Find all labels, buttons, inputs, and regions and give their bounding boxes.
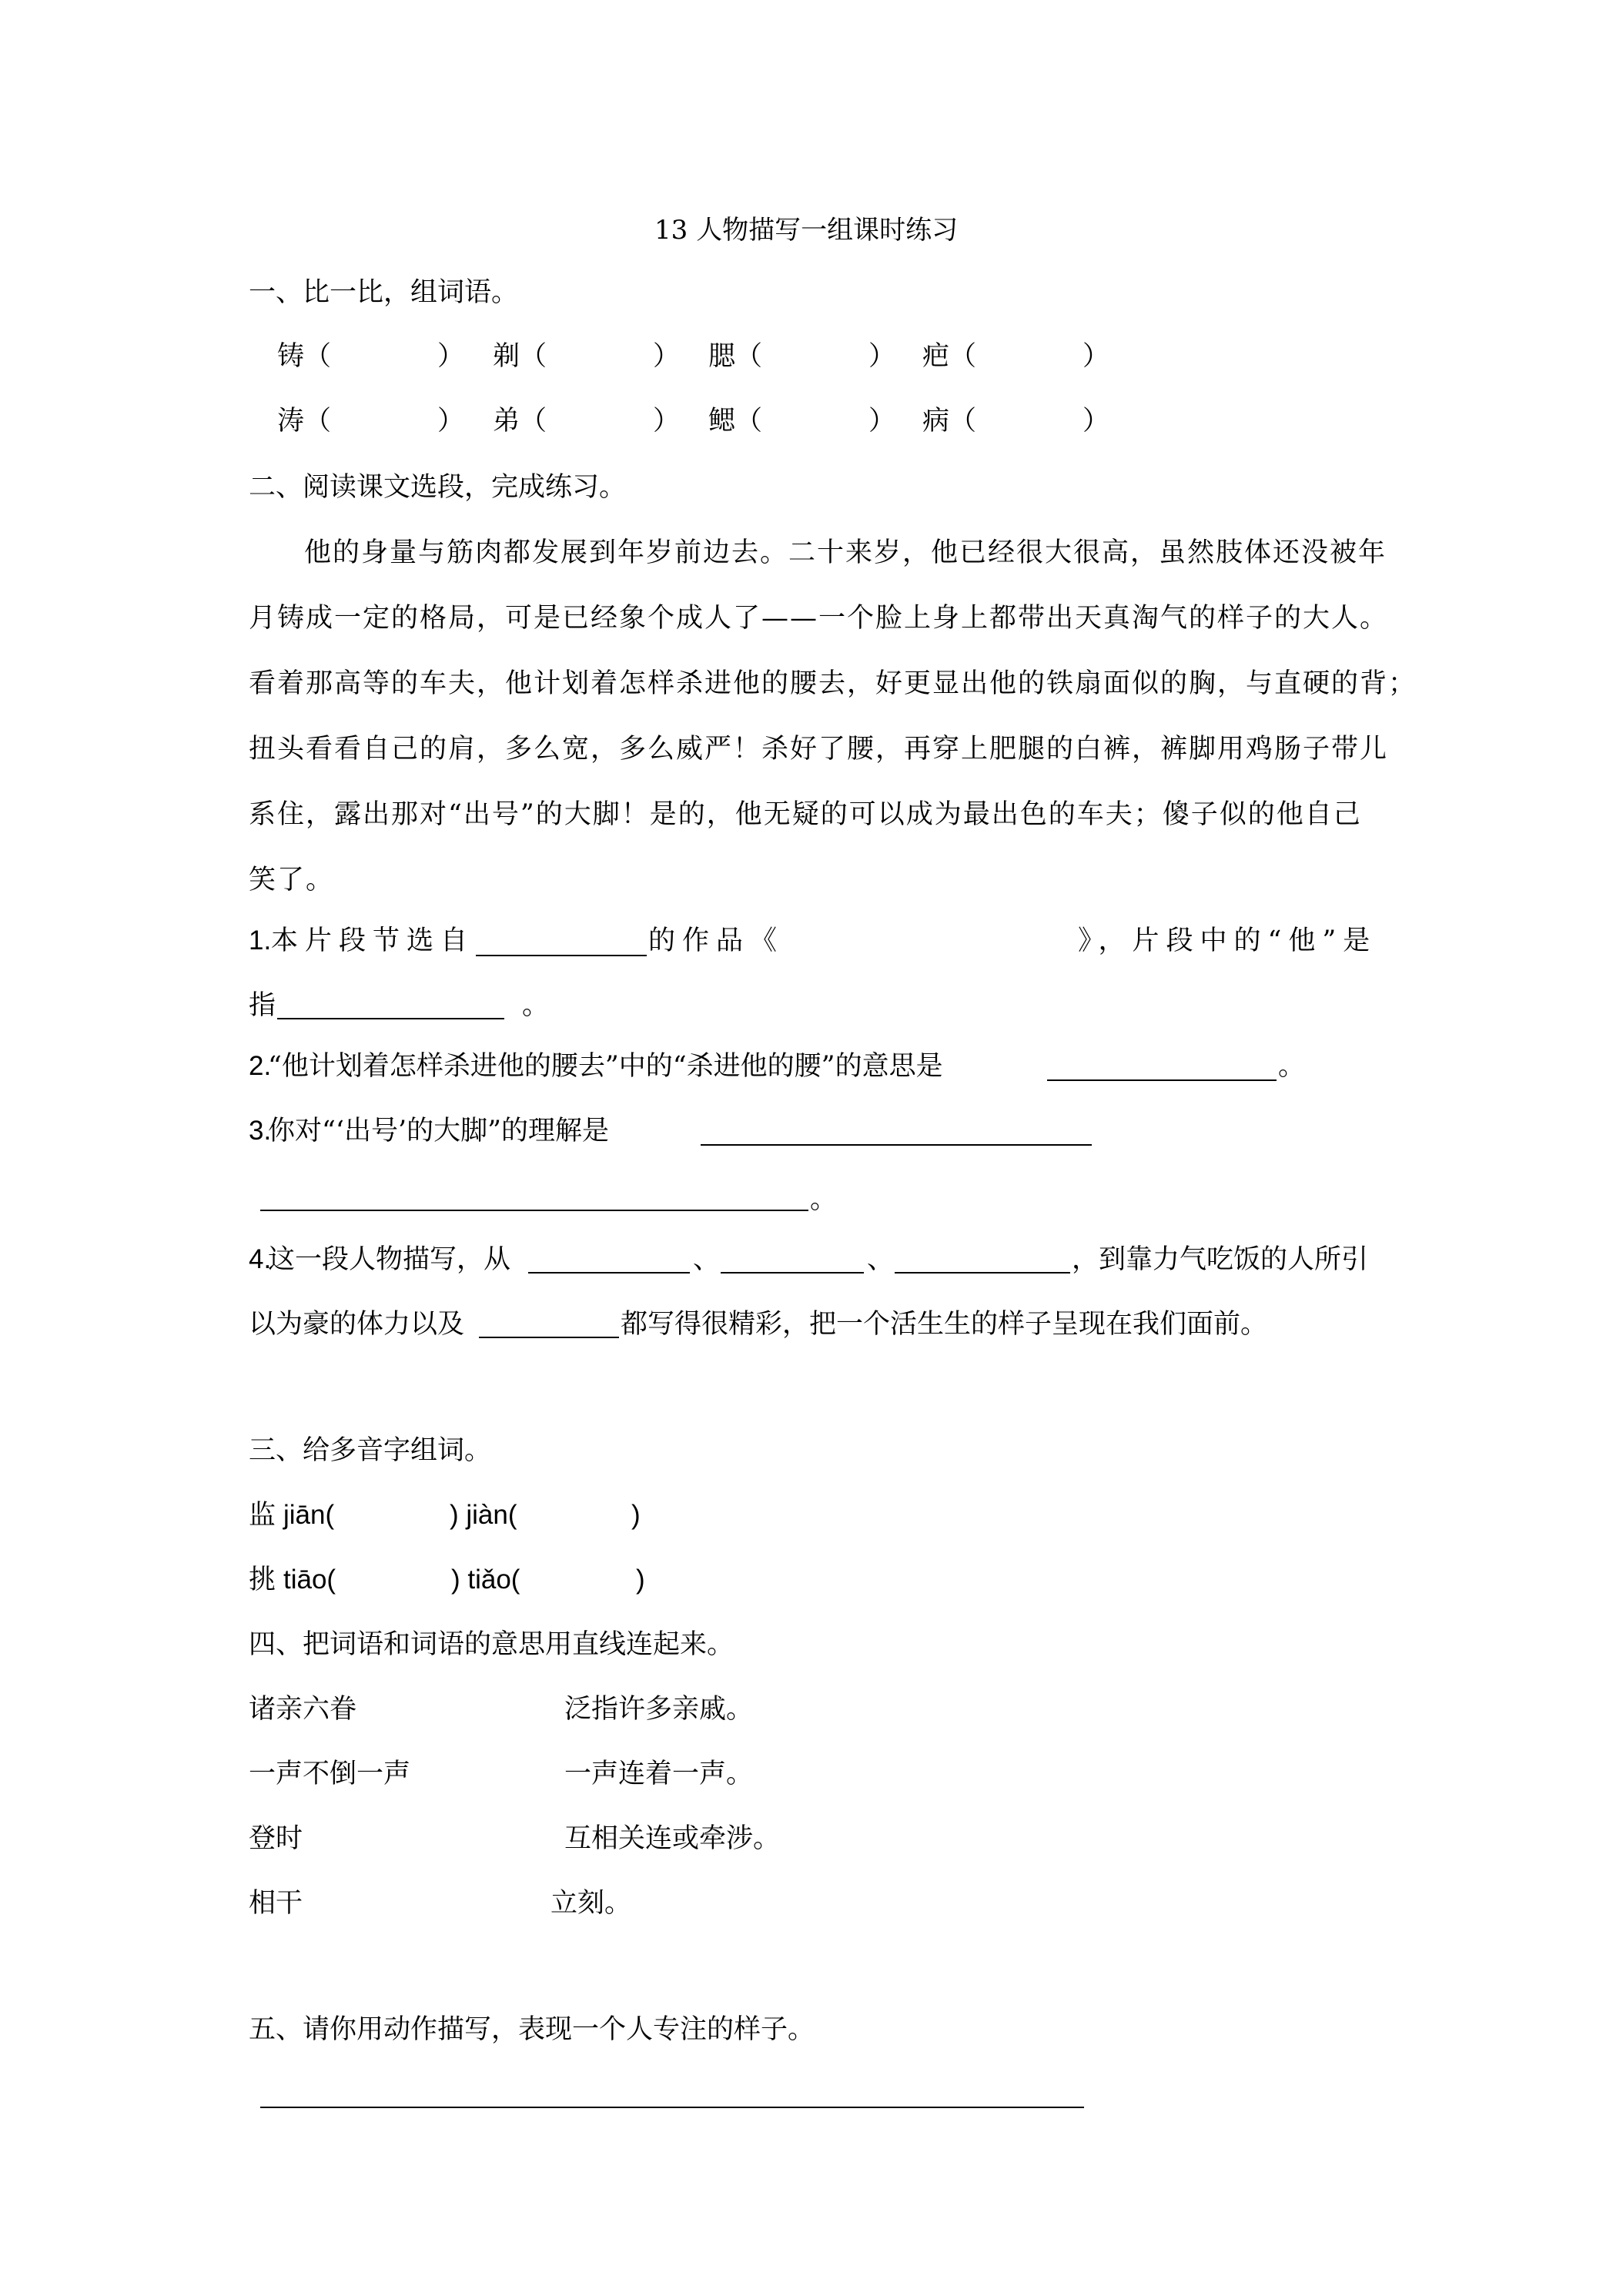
paren-close: ）: [868, 406, 896, 437]
question-number: 3.: [249, 1116, 272, 1146]
question-text: 、: [867, 1244, 895, 1275]
paren-close: ）: [437, 341, 465, 372]
question-text: ，到靠力气吃饭的人所引: [1072, 1244, 1369, 1275]
answer-blank-aspect-4[interactable]: [479, 1337, 619, 1338]
paren-close: ）: [1083, 341, 1110, 372]
passage-line: 系住，露出那对“出号”的大脚！是的，他无疑的可以成为最出色的车夫；傻子似的他自己: [249, 799, 1362, 830]
paren-close: ）: [653, 341, 681, 372]
page-title: 13 人物描写一组课时练习: [654, 215, 959, 246]
match-term[interactable]: 登时: [249, 1823, 303, 1854]
section-2-heading: 二、阅读课文选段，完成练习。: [249, 472, 627, 503]
answer-blank-aspect-1[interactable]: [528, 1272, 690, 1274]
pinyin-2: ) jiàn(: [450, 1500, 517, 1530]
answer-blank-understanding-2[interactable]: [260, 1210, 808, 1211]
question-text: 指: [249, 990, 276, 1021]
section-5-heading: 五、请你用动作描写，表现一个人专注的样子。: [249, 2014, 815, 2045]
answer-blank-description[interactable]: [260, 2107, 1084, 2108]
char-cell: 涛（: [277, 406, 332, 437]
paren-close: ): [636, 1565, 645, 1595]
match-term[interactable]: 相干: [249, 1888, 303, 1919]
answer-blank-he-refers[interactable]: [277, 1018, 504, 1019]
question-text: 本片段节选自: [271, 925, 475, 956]
answer-blank-understanding[interactable]: [701, 1144, 1092, 1146]
paren-close: ): [631, 1500, 641, 1530]
question-text: 的作品《: [648, 925, 785, 956]
char-cell: 病（: [922, 406, 977, 437]
char-cell: 铸（: [277, 341, 332, 372]
passage-line: 月铸成一定的格局，可是已经象个成人了——一个脸上身上都带出天真淘气的样子的大人。: [249, 603, 1389, 634]
paren-close: ）: [653, 406, 681, 437]
char-cell: 剃（: [493, 341, 547, 372]
answer-blank-meaning[interactable]: [1047, 1079, 1277, 1081]
question-text: 、: [693, 1244, 721, 1275]
char-cell: 腮（: [708, 341, 763, 372]
section-4-heading: 四、把词语和词语的意思用直线连起来。: [249, 1629, 735, 1660]
section-1-heading: 一、比一比，组词语。: [249, 277, 519, 308]
char-cell: 弟（: [493, 406, 547, 437]
char-cell: 鳃（: [708, 406, 763, 437]
question-number: 2.: [249, 1051, 272, 1081]
question-number: 1.: [249, 925, 272, 956]
question-text: 。: [810, 1184, 838, 1215]
match-definition[interactable]: 互相关连或牵涉。: [564, 1823, 781, 1854]
question-text: 这一段人物描写，从: [268, 1244, 511, 1275]
answer-blank-aspect-2[interactable]: [721, 1272, 864, 1274]
answer-blank-author[interactable]: [476, 955, 647, 956]
passage-line: 看着那高等的车夫，他计划着怎样杀进他的腰去，好更显出他的铁扇面似的胸，与直硬的背；: [249, 668, 1417, 699]
question-text: 。: [522, 990, 550, 1021]
question-number: 4.: [249, 1244, 272, 1274]
passage-line: 扭头看看自己的肩，多么宽，多么威严！杀好了腰，再穿上肥腿的白裤，裤脚用鸡肠子带儿: [249, 734, 1389, 765]
question-text: “他计划着怎样杀进他的腰去”中的“杀进他的腰”的意思是: [268, 1051, 943, 1082]
match-definition[interactable]: 泛指许多亲戚。: [564, 1694, 754, 1725]
pinyin-1: tiāo(: [283, 1565, 336, 1595]
section-3-heading: 三、给多音字组词。: [249, 1435, 492, 1466]
pinyin-2: ) tiǎo(: [451, 1565, 520, 1595]
polyphone-char: 挑: [249, 1565, 276, 1595]
passage-line: 他的身量与筋肉都发展到年岁前边去。二十来岁，他已经很大很高，虽然肢体还没被年: [304, 537, 1387, 568]
match-term[interactable]: 诸亲六眷: [249, 1694, 357, 1725]
match-term[interactable]: 一声不倒一声: [249, 1759, 411, 1789]
paren-close: ）: [1083, 406, 1110, 437]
match-definition[interactable]: 立刻。: [550, 1888, 632, 1919]
question-text: 都写得很精彩，把一个活生生的样子呈现在我们面前。: [621, 1309, 1268, 1340]
question-text: 以为豪的体力以及: [249, 1309, 465, 1340]
pinyin-1: jiān(: [283, 1500, 335, 1530]
paren-close: ）: [868, 341, 896, 372]
paren-close: ）: [437, 406, 465, 437]
question-text: 你对“‘出号’的大脚”的理解是: [268, 1116, 610, 1146]
question-text: 》，片段中的“他”是: [1078, 925, 1377, 956]
char-cell: 疤（: [922, 341, 977, 372]
question-text: 。: [1278, 1051, 1306, 1082]
passage-line: 笑了。: [249, 865, 335, 895]
polyphone-char: 监: [249, 1500, 276, 1531]
answer-blank-aspect-3[interactable]: [895, 1272, 1070, 1274]
match-definition[interactable]: 一声连着一声。: [564, 1759, 754, 1789]
